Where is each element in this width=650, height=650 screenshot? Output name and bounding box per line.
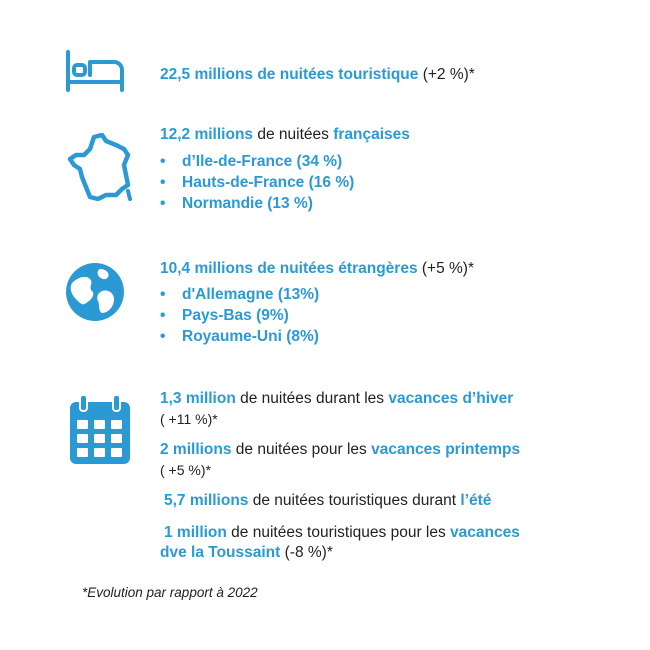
globe-icon <box>64 261 126 328</box>
section2-part2: de nuitées <box>253 126 334 143</box>
section1-line <box>160 65 475 85</box>
section2-line <box>160 125 410 145</box>
section2-list <box>160 151 354 214</box>
spring-change: ( +5 %)* <box>160 462 211 478</box>
footnote: *Evolution par rapport à 2022 <box>82 585 258 600</box>
spring-line: 2 millions de nuitées pour les vacances printemps <box>160 441 521 458</box>
winter-line: 1,3 million de nuitées durant les vacances d’hiver <box>160 390 514 407</box>
list-item: • d’Ile-de-France (34 %) <box>160 153 343 170</box>
section3-line <box>160 259 474 279</box>
section3-list <box>160 284 319 347</box>
france-map-icon <box>66 133 134 208</box>
summer-line: 5,7 millions de nuitées touristiques durant l’été <box>164 492 492 509</box>
bed-icon <box>64 50 126 97</box>
list-item: • Normandie (13 %) <box>160 195 313 212</box>
section1-tail: (+2 %)* <box>418 66 475 83</box>
calendar-icon <box>68 394 132 471</box>
section3-tail: (+5 %)* <box>417 260 475 277</box>
list-item: • Hauts-de-France (16 %) <box>160 174 355 191</box>
list-item: • Royaume-Uni (8%) <box>160 328 319 345</box>
list-item: • Pays-Bas (9%) <box>160 307 289 324</box>
section3-highlight: 10,4 millions de nuitées étrangères <box>160 260 418 277</box>
autumn-line-2: dve la Toussaint (-8 %)* <box>160 544 333 561</box>
list-item: • d'Allemagne (13%) <box>160 286 320 303</box>
autumn-line: 1 million de nuitées touristiques pour les vacances <box>164 524 520 541</box>
winter-change: ( +11 %)* <box>160 411 218 427</box>
section1-highlight: 22,5 millions de nuitées touristique <box>160 66 419 83</box>
section2-part3: françaises <box>333 126 410 143</box>
section2-part1: 12,2 millions <box>160 126 254 143</box>
